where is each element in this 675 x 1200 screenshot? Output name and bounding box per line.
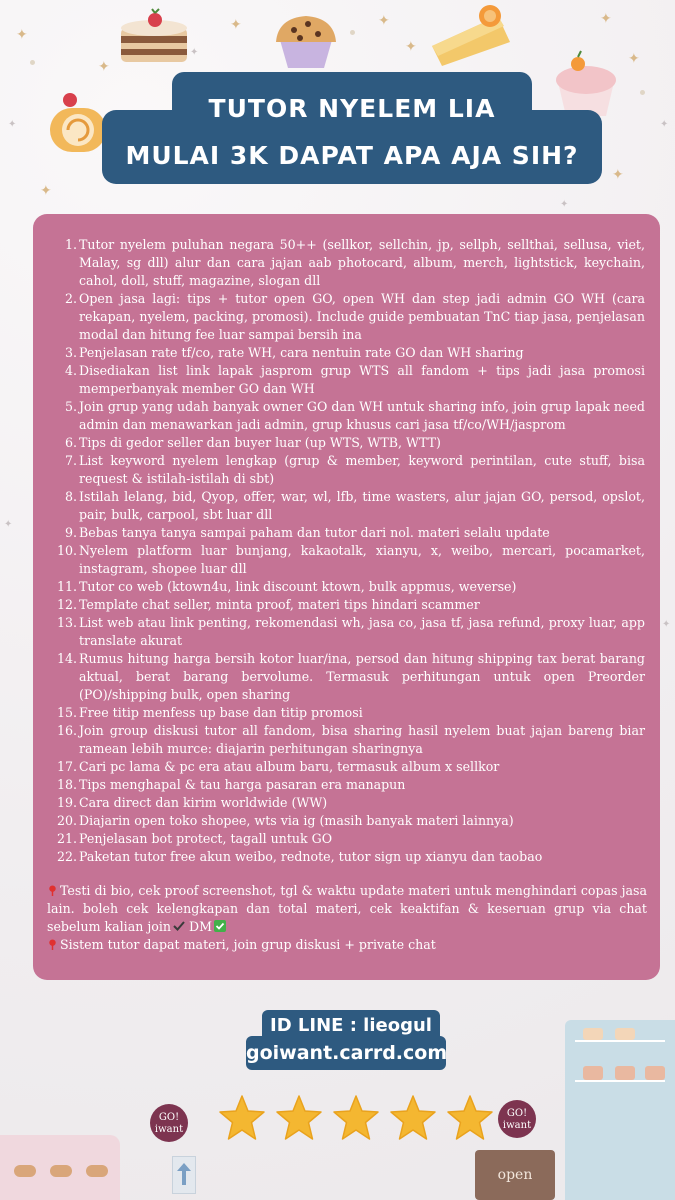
list-item-text: Nyelem platform luar bunjang, kakaotalk, xianyu, x, weibo, mercari, pocamarket, instagram, shopee luar dll <box>79 543 645 576</box>
sparkle-icon: ✦ <box>190 47 199 58</box>
check-mark-icon <box>173 920 185 932</box>
list-item <box>53 848 645 866</box>
list-item-number: 13. <box>56 615 77 630</box>
list-item-text: Tips di gedor seller dan buyer luar (up WTS, WTB, WTT) <box>79 435 441 450</box>
star-icon <box>332 1094 380 1142</box>
sparkle-icon: ✦ <box>8 119 17 130</box>
list-item <box>53 542 645 578</box>
sparkle-icon: ✦ <box>405 39 417 55</box>
list-item-text: List keyword nyelem lengkap (grup & member, keyword perintilan, cute stuff, bisa request & istilah-istilah di sbt) <box>79 453 645 486</box>
list-item-number: 22. <box>56 849 77 864</box>
list-item-text: Tutor co web (ktown4u, link discount ktown, bulk appmus, weverse) <box>79 579 517 594</box>
decor-dot <box>640 90 645 95</box>
benefits-list <box>53 236 645 866</box>
list-item <box>53 524 645 542</box>
note-system <box>47 936 647 954</box>
list-item-number: 19. <box>56 795 77 810</box>
list-item <box>53 596 645 614</box>
pin-icon <box>47 885 58 896</box>
sparkle-icon: ✦ <box>98 59 110 75</box>
list-item-number: 4. <box>64 363 77 378</box>
list-item-text: Tutor nyelem puluhan negara 50++ (sellkor, sellchin, jp, sellph, sellthai, sellusa, viet, Malay, sg dll) alur dan cara jajan aab photocard, album, merch, lightstick, keychain, cahol, doll, stuff, magazine, slogan dll <box>79 237 645 288</box>
list-item <box>53 362 645 398</box>
sparkle-icon: ✦ <box>662 619 671 630</box>
roll-cake-icon <box>46 90 110 156</box>
list-item-number: 21. <box>56 831 77 846</box>
bakery-shelf <box>565 1020 675 1200</box>
list-item-number: 8. <box>64 489 77 504</box>
list-item-number: 15. <box>56 705 77 720</box>
list-item-number: 3. <box>64 345 77 360</box>
list-item-text: Paketan tutor free akun weibo, rednote, tutor sign up xianyu dan taobao <box>79 849 543 864</box>
line-id-label: ID LINE : lieogul <box>262 1010 440 1042</box>
star-icon <box>446 1094 494 1142</box>
notes-section <box>47 882 647 954</box>
list-item-text: Cara direct dan kirim worldwide (WW) <box>79 795 328 810</box>
list-item <box>53 812 645 830</box>
list-item-text: Free titip menfess up base dan titip promosi <box>79 705 363 720</box>
logo-text-go: GO! <box>158 1112 180 1123</box>
list-item <box>53 776 645 794</box>
goiwant-logo-right <box>498 1100 536 1138</box>
list-item-number: 14. <box>56 651 77 666</box>
list-item-text: List web atau link penting, rekomendasi wh, jasa co, jasa tf, jasa refund, proxy luar, app translate akurat <box>79 615 645 648</box>
list-item <box>53 434 645 452</box>
sparkle-icon: ✦ <box>600 11 612 27</box>
list-item-text: Template chat seller, minta proof, materi tips hindari scammer <box>79 597 480 612</box>
logo-text-iwant: iwant <box>154 1124 184 1135</box>
list-item <box>53 398 645 434</box>
sparkle-icon: ✦ <box>4 519 13 530</box>
list-item-number: 9. <box>64 525 77 540</box>
list-item-number: 2. <box>64 291 77 306</box>
list-item <box>53 452 645 488</box>
page-title-line1: TUTOR NYELEM LIA <box>208 94 496 123</box>
note1-dm: DM <box>188 919 212 934</box>
list-item-number: 6. <box>64 435 77 450</box>
list-item <box>53 650 645 704</box>
pin-icon <box>47 939 58 950</box>
star-icon <box>275 1094 323 1142</box>
list-item <box>53 722 645 758</box>
sparkle-icon: ✦ <box>660 119 669 130</box>
list-item-text: Penjelasan bot protect, tagall untuk GO <box>79 831 333 846</box>
note-testimony <box>47 882 647 936</box>
list-item-number: 1. <box>64 237 77 252</box>
cheesecake-slice-icon <box>428 2 514 70</box>
list-item-number: 7. <box>64 453 77 468</box>
list-item-number: 11. <box>56 579 77 594</box>
page-title-line2: MULAI 3K DAPAT APA AJA SIH? <box>125 141 579 170</box>
list-item <box>53 236 645 290</box>
list-item-text: Disediakan list link lapak jasprom grup WTS all fandom + tips jadi jasa promosi memperbanyak member GO dan WH <box>79 363 645 396</box>
arrow-up-icon <box>172 1156 196 1194</box>
check-box-icon <box>214 920 226 932</box>
logo-text-go: GO! <box>506 1108 528 1119</box>
list-item-number: 16. <box>56 723 77 738</box>
list-item-text: Join group diskusi tutor all fandom, bisa sharing hasil nyelem buat jajan bareng biar ramean lebih murce: diajarin perhitungan sharingnya <box>79 723 645 756</box>
list-item-text: Istilah lelang, bid, Qyop, offer, war, wl, lfb, time wasters, alur jajan GO, persod, opslot, pair, bulk, carpool, sbt luar dll <box>79 489 645 522</box>
list-item-number: 5. <box>64 399 77 414</box>
list-item-text: Diajarin open toko shopee, wts via ig (masih banyak materi lainnya) <box>79 813 514 828</box>
sparkle-icon: ✦ <box>560 199 569 210</box>
rating-stars <box>218 1094 498 1146</box>
sparkle-icon: ✦ <box>378 13 390 29</box>
list-item-number: 12. <box>56 597 77 612</box>
muffin-icon <box>270 10 342 72</box>
list-item <box>53 488 645 524</box>
list-item-number: 20. <box>56 813 77 828</box>
title-banner <box>102 72 602 184</box>
sparkle-icon: ✦ <box>16 27 28 43</box>
list-item-number: 18. <box>56 777 77 792</box>
logo-text-iwant: iwant <box>502 1120 532 1131</box>
list-item-number: 10. <box>56 543 77 558</box>
website-label[interactable]: goiwant.carrd.com <box>246 1036 446 1070</box>
list-item-text: Tips menghapal & tau harga pasaran era manapun <box>79 777 406 792</box>
open-sign: open <box>475 1150 555 1200</box>
list-item <box>53 578 645 596</box>
pastry-counter <box>0 1135 120 1200</box>
list-item-text: Penjelasan rate tf/co, rate WH, cara nentuin rate GO dan WH sharing <box>79 345 524 360</box>
list-item-text: Rumus hitung harga bersih kotor luar/ina, persod dan hitung shipping tax berat barang aktual, berat barang bervolume. Termasuk perhitungan untuk open Preorder (PO)/shipping bulk, open sharing <box>79 651 645 702</box>
note2-text: Sistem tutor dapat materi, join grup diskusi + private chat <box>60 937 436 952</box>
decor-dot <box>30 60 35 65</box>
list-item <box>53 704 645 722</box>
list-item <box>53 614 645 650</box>
tiramisu-cake-icon <box>115 6 195 68</box>
sparkle-icon: ✦ <box>628 51 640 67</box>
decor-dot <box>350 30 355 35</box>
list-item <box>53 290 645 344</box>
note1-text: Testi di bio, cek proof screenshot, tgl & waktu update materi untuk menghindari copas jasa lain. boleh cek kelengkapan dan total materi, cek keaktifan & keseruan grup via chat sebelum kalian join <box>47 883 647 934</box>
list-item-text: Bebas tanya tanya sampai paham dan tutor dari nol. materi selalu update <box>79 525 550 540</box>
list-item-text: Join grup yang udah banyak owner GO dan WH untuk sharing info, join grup lapak need admin dan menawarkan jadi admin, grup khusus cari jasa tf/co/WH/jasprom <box>79 399 645 432</box>
sparkle-icon: ✦ <box>40 183 52 199</box>
list-item <box>53 758 645 776</box>
list-item-number: 17. <box>56 759 77 774</box>
star-icon <box>389 1094 437 1142</box>
list-item <box>53 830 645 848</box>
goiwant-logo-left <box>150 1104 188 1142</box>
list-item <box>53 344 645 362</box>
star-icon <box>218 1094 266 1142</box>
list-item <box>53 794 645 812</box>
sparkle-icon: ✦ <box>230 17 242 33</box>
list-item-text: Cari pc lama & pc era atau album baru, termasuk album x sellkor <box>79 759 500 774</box>
sparkle-icon: ✦ <box>612 167 624 183</box>
list-item-text: Open jasa lagi: tips + tutor open GO, open WH dan step jadi admin GO WH (cara rekapan, nyelem, packing, promosi). Include guide pembuatan TnC tiap jasa, penjelasan modal dan hitung fee luar sampai bersih ina <box>79 291 645 342</box>
content-card <box>33 214 660 980</box>
